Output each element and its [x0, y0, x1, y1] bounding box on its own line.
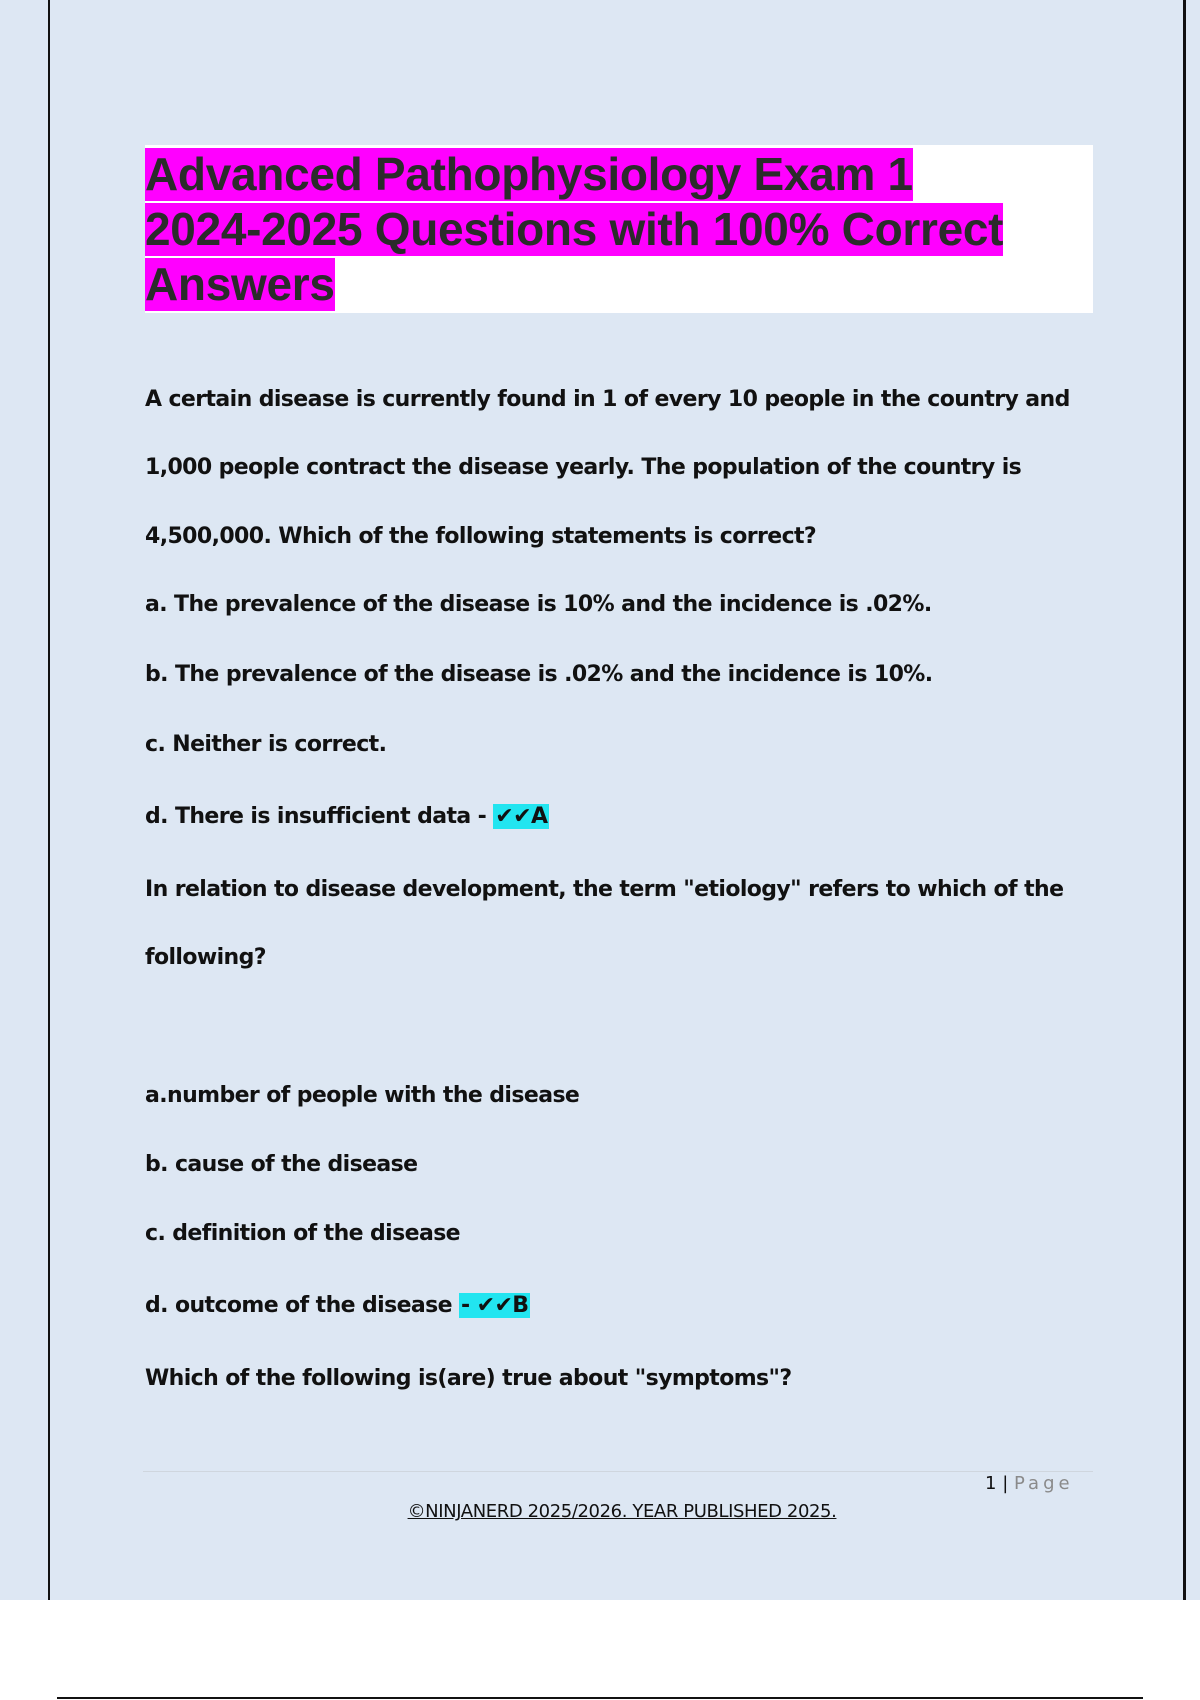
page-number-separator: |	[1002, 1473, 1009, 1494]
question-1-text-line-3: 4,500,000. Which of the following statements is correct?	[145, 524, 817, 549]
footer-copyright: ©NINJANERD 2025/2026. YEAR PUBLISHED 2025.	[407, 1501, 837, 1522]
question-2-option-d: d. outcome of the disease	[145, 1293, 460, 1318]
question-2-option-c: c. definition of the disease	[145, 1221, 461, 1246]
question-1-option-d-row	[145, 802, 549, 832]
question-1-option-a: a. The prevalence of the disease is 10% and the incidence is .02%.	[145, 592, 932, 617]
page-number-value: 1	[985, 1473, 997, 1494]
question-1-text-line-2: 1,000 people contract the disease yearly. The population of the country is	[145, 455, 1022, 480]
title-line-2: 2024-2025 Questions with 100% Correct	[145, 203, 1004, 255]
title-line-1: Advanced Pathophysiology Exam 1	[145, 148, 913, 200]
question-2-option-b: b. cause of the disease	[145, 1152, 418, 1177]
question-1-answer: ✔✔A	[495, 804, 548, 829]
question-2-option-a: a.number of people with the disease	[145, 1083, 580, 1108]
question-2-text-line-1: In relation to disease development, the term "etiology" refers to which of the	[145, 877, 1064, 902]
title-line-3: Answers	[145, 258, 335, 310]
page-number	[985, 1473, 1074, 1494]
footer-divider	[143, 1471, 1093, 1472]
bottom-page-rule	[57, 1697, 1143, 1699]
page-label: Page	[1014, 1473, 1074, 1494]
left-margin-border	[48, 0, 50, 1600]
question-3-text-line-1: Which of the following is(are) true about "symptoms"?	[145, 1366, 792, 1391]
question-1-option-d: d. There is insufficient data -	[145, 804, 494, 829]
right-margin-border	[1183, 0, 1186, 1600]
question-1-option-b: b. The prevalence of the disease is .02% and the incidence is 10%.	[145, 662, 933, 687]
question-1-text-line-1: A certain disease is currently found in 1 of every 10 people in the country and	[145, 387, 1070, 412]
question-2-text-line-2: following?	[145, 945, 266, 970]
question-1-option-c: c. Neither is correct.	[145, 732, 387, 757]
question-2-option-d-row	[145, 1291, 530, 1321]
question-2-answer: - ✔✔B	[461, 1293, 529, 1318]
